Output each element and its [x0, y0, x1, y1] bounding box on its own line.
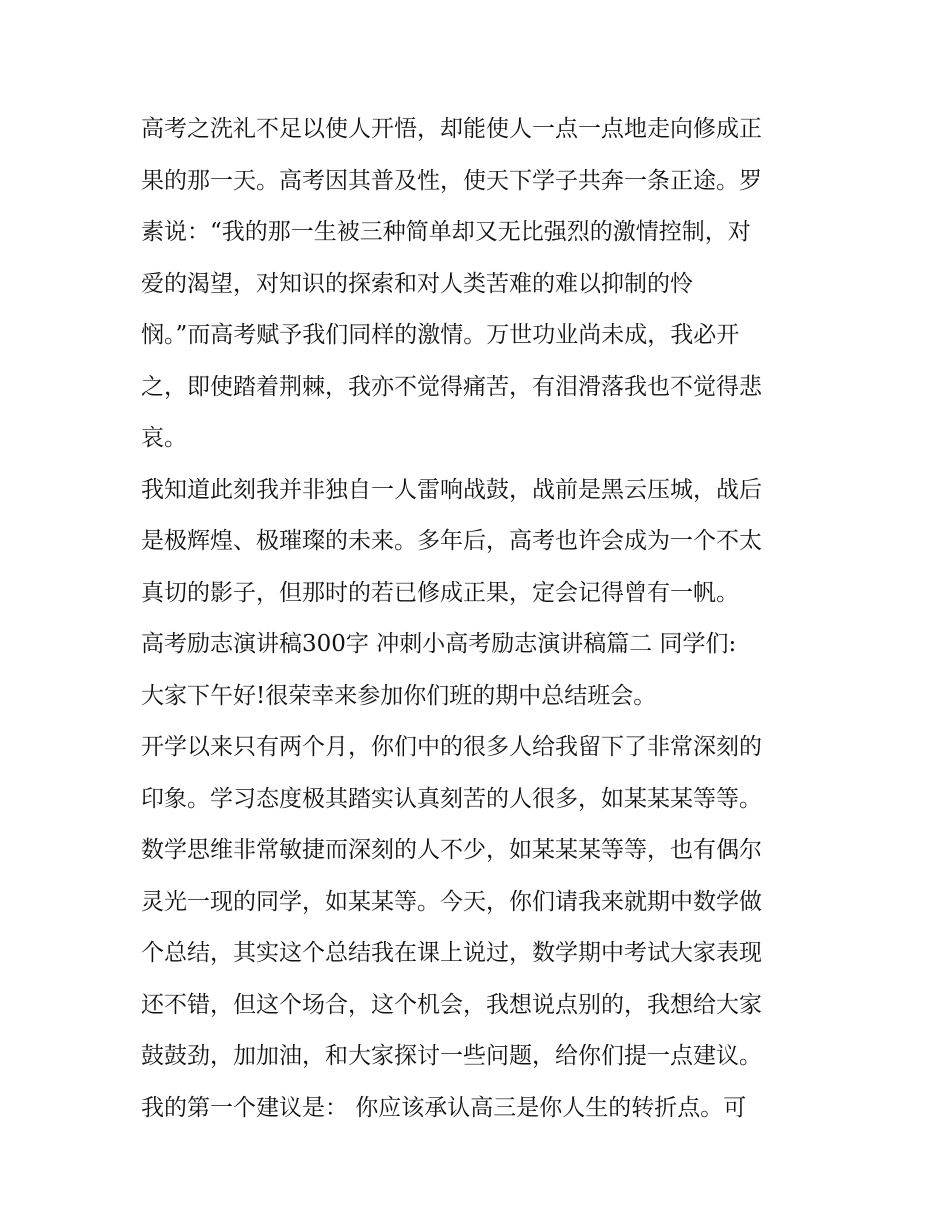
text-line: 我知道此刻我并非独自一人雷响战鼓，战前是黑云压城，战后: [141, 476, 762, 503]
body-text: [141, 104, 821, 1134]
text-line: 果的那一天。高考因其普及性，使天下学子共奔一条正途。罗: [141, 167, 762, 194]
text-line: 大家下午好!很荣幸来参加你们班的期中总结班会。: [141, 682, 657, 709]
text-line: 之，即使踏着荆棘，我亦不觉得痛苦，有泪滑落我也不觉得悲: [141, 373, 762, 400]
text-line: 鼓鼓劲，加加油，和大家探讨一些问题，给你们提一点建议。: [141, 1043, 762, 1069]
text-line: 个总结，其实这个总结我在课上说过，数学期中考试大家表现: [141, 940, 762, 966]
text-line: 还不错，但这个场合，这个机会，我想说点别的，我想给大家: [141, 991, 762, 1018]
text-line: 数学思维非常敏捷而深刻的人不少，如某某某等等，也有偶尔: [141, 837, 762, 863]
text-line: 印象。学习态度极其踏实认真刻苦的人很多，如某某某等等。: [141, 785, 762, 812]
text-line: 爱的渴望，对知识的探索和对人类苦难的难以抑制的怜: [141, 270, 693, 297]
text-line: 我的第一个建议是： 你应该承认高三是你人生的转折点。可: [141, 1094, 747, 1121]
text-line: 灵光一现的同学，如某某等。今天，你们请我来就期中数学做: [141, 888, 762, 915]
text-line: 高考励志演讲稿300字 冲刺小高考励志演讲稿篇二 同学们:: [141, 631, 737, 657]
text-line: 高考之洗礼不足以使人开悟，却能使人一点一点地走向修成正: [141, 116, 762, 142]
text-line: 是极辉煌、极璀璨的未来。多年后，高考也许会成为一个不太: [141, 528, 762, 554]
text-line: 悯。”而高考赋予我们同样的激情。万世功业尚未成，我必开: [141, 322, 740, 348]
text-line: 素说：“我的那一生被三种简单却又无比强烈的激情控制，对: [141, 219, 751, 245]
text-line: 开学以来只有两个月，你们中的很多人给我留下了非常深刻的: [141, 734, 762, 760]
text-line: 真切的影子，但那时的若已修成正果，定会记得曾有一帆。: [141, 579, 739, 606]
text-line: 哀。: [141, 425, 187, 451]
